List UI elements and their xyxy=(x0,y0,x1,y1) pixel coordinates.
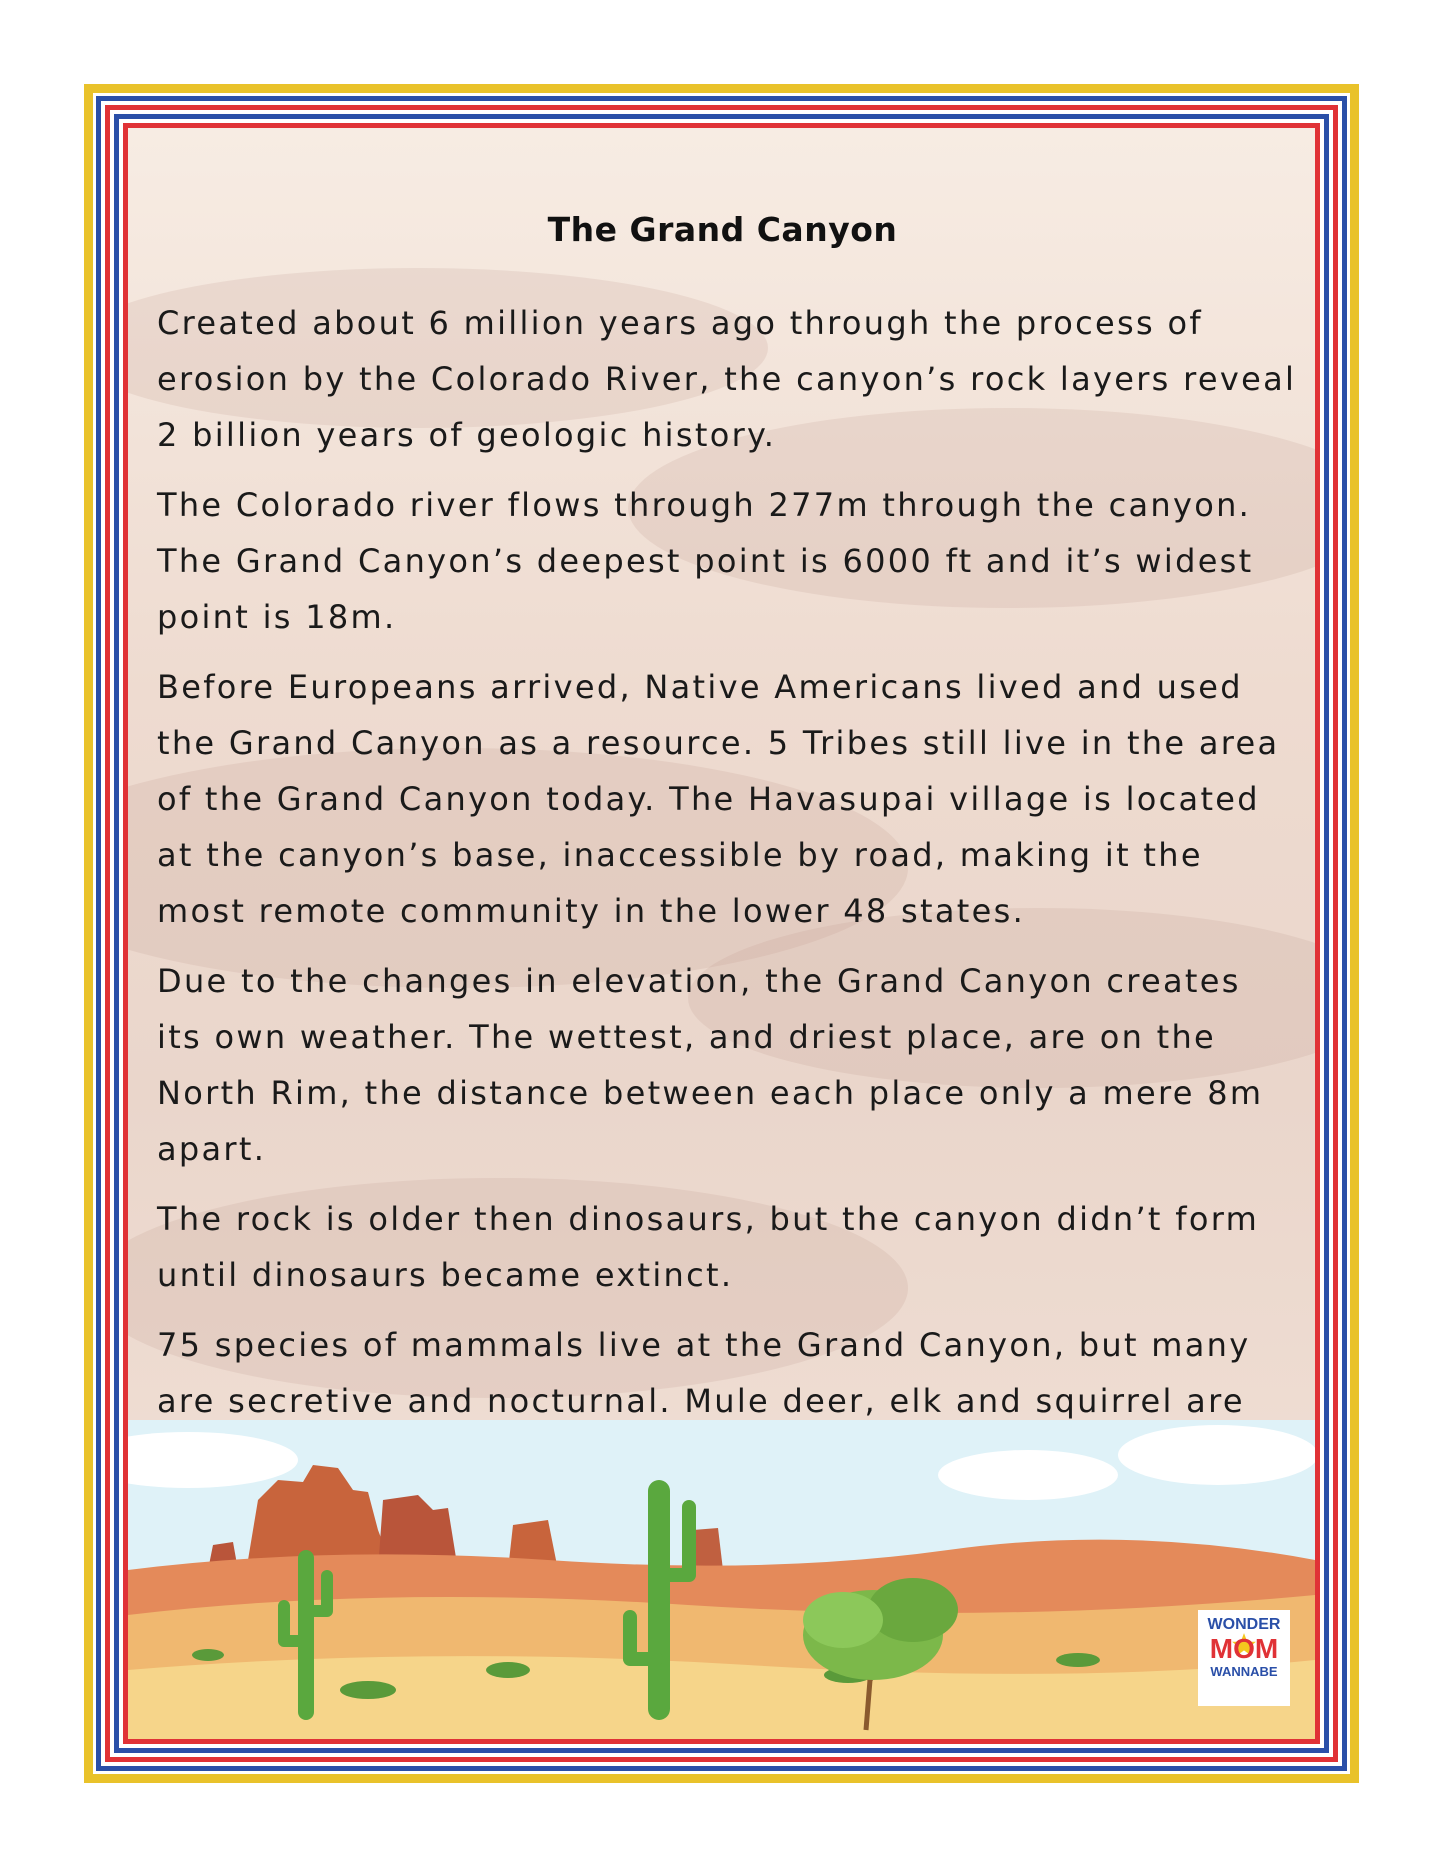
logo-line-wonder: WONDER xyxy=(1207,1616,1281,1633)
logo-line-wannabe: WANNABE xyxy=(1210,1664,1278,1679)
article-body xyxy=(157,295,1297,1499)
paragraph-rock-age: The rock is older then dinosaurs, but the canyon didn’t form until dinosaurs became extinct. xyxy=(157,1200,1260,1294)
paragraph-formation: Created about 6 million years ago through the process of erosion by the Colorado River, the canyon’s rock layers reveal 2 billion years of geologic history. xyxy=(157,304,1297,454)
paragraph-wildlife: 75 species of mammals live at the Grand Canyon, but many are secretive and nocturnal. Mule deer, elk and squirrel are xyxy=(157,1326,1251,1420)
paragraph-river-depth: The Colorado river flows through 277m through the canyon. The Grand Canyon’s deepest point is 6000 ft and it’s widest point is 18m. xyxy=(157,486,1254,636)
paragraph-native-americans: Before Europeans arrived, Native Americans lived and used the Grand Canyon as a resource. 5 Tribes still live in the area of the Grand Canyon today. The Havasupai village is located at the canyon’s base, inaccessible by road, making it the most remote community in the lower 48 states. xyxy=(157,668,1280,930)
logo-line-mom: MOM xyxy=(1209,1633,1279,1664)
desert-illustration xyxy=(128,1420,1315,1739)
paragraph-weather: Due to the changes in elevation, the Grand Canyon creates its own weather. The wettest, and driest place, are on the North Rim, the distance between each place only a mere 8m apart. xyxy=(157,962,1264,1168)
cloud xyxy=(1118,1425,1315,1485)
page-title: The Grand Canyon xyxy=(547,210,898,249)
wonder-mom-wannabe-logo xyxy=(1198,1610,1290,1706)
cloud xyxy=(938,1450,1118,1500)
